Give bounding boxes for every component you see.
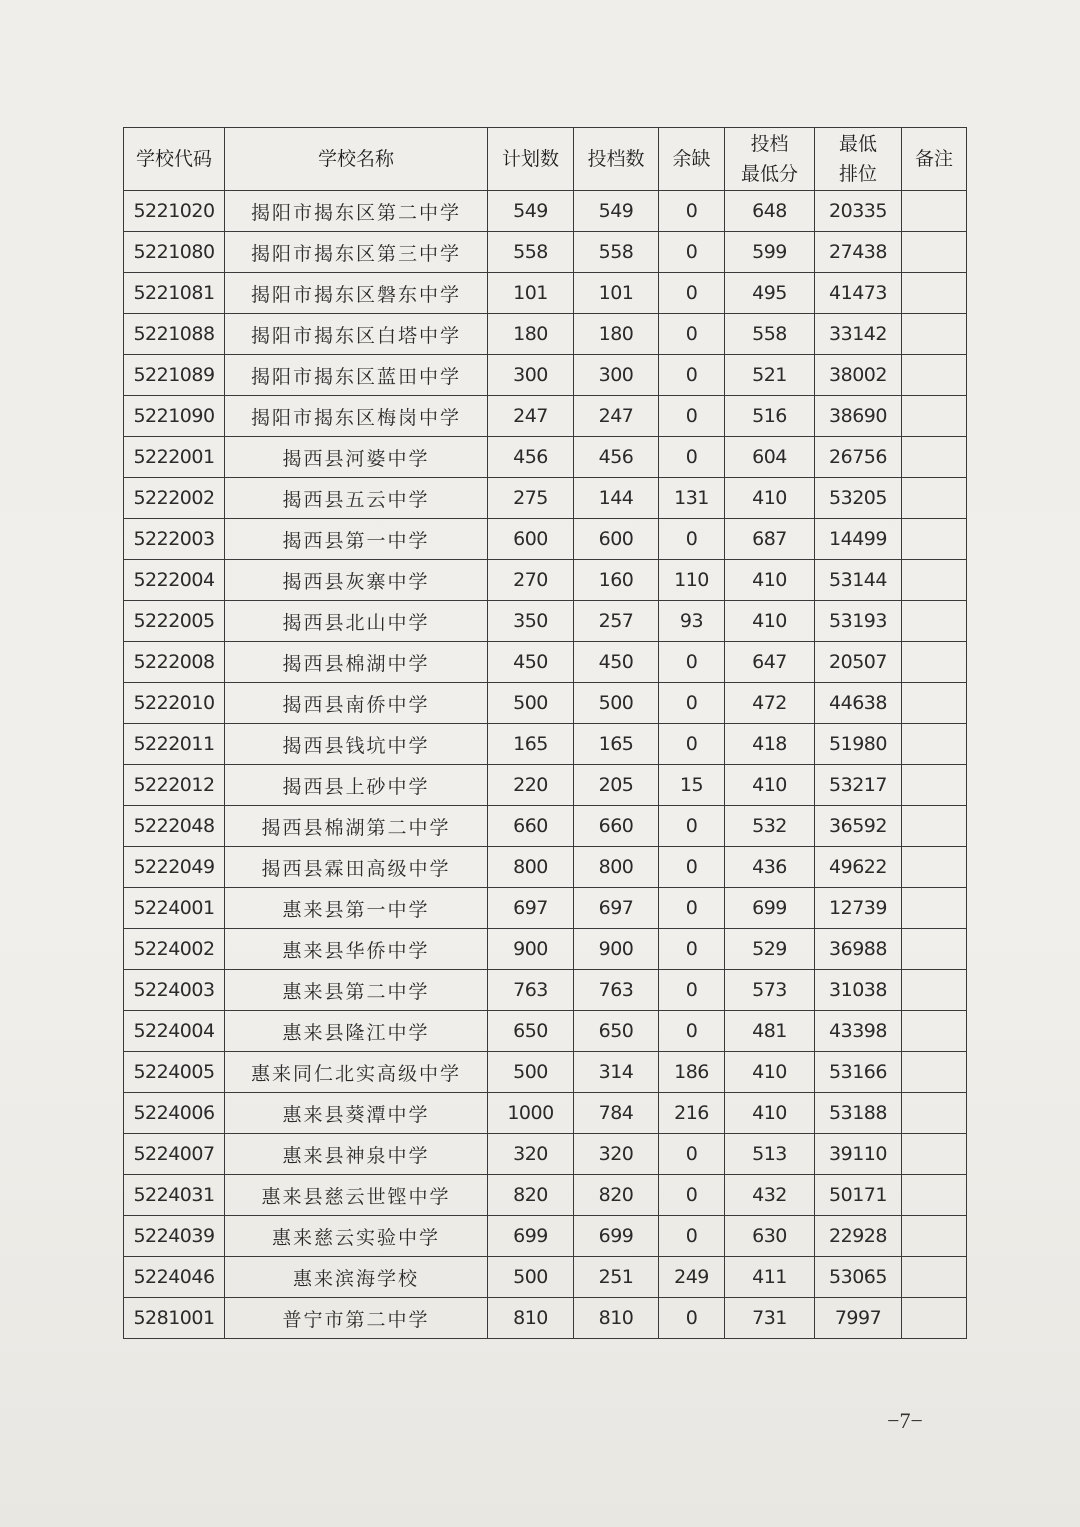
cell-planned: 1000 (488, 1093, 574, 1134)
cell-planned: 820 (488, 1175, 574, 1216)
cell-school-code: 5222012 (124, 765, 225, 806)
cell-school-name: 揭西县第一中学 (225, 519, 488, 560)
cell-min-score: 410 (725, 765, 815, 806)
table-row (124, 191, 967, 232)
table-row (124, 1175, 967, 1216)
cell-min-score: 604 (725, 437, 815, 478)
cell-min-score: 648 (725, 191, 815, 232)
cell-admitted: 549 (574, 191, 659, 232)
cell-min-score: 513 (725, 1134, 815, 1175)
table-row (124, 929, 967, 970)
cell-min-score: 495 (725, 273, 815, 314)
cell-school-code: 5224007 (124, 1134, 225, 1175)
cell-min-rank: 53205 (815, 478, 902, 519)
cell-planned: 320 (488, 1134, 574, 1175)
cell-admitted: 247 (574, 396, 659, 437)
cell-remarks (902, 519, 967, 560)
cell-planned: 456 (488, 437, 574, 478)
cell-school-code: 5222010 (124, 683, 225, 724)
cell-min-rank: 22928 (815, 1216, 902, 1257)
cell-school-name: 惠来县第一中学 (225, 888, 488, 929)
cell-min-rank: 27438 (815, 232, 902, 273)
cell-min-rank: 44638 (815, 683, 902, 724)
cell-remarks (902, 806, 967, 847)
table-row (124, 519, 967, 560)
cell-vacancy: 216 (659, 1093, 725, 1134)
cell-vacancy: 0 (659, 642, 725, 683)
cell-school-code: 5221080 (124, 232, 225, 273)
header-min-rank-line2: 排位 (838, 163, 877, 185)
cell-min-score: 731 (725, 1298, 815, 1339)
cell-school-name: 普宁市第二中学 (225, 1298, 488, 1339)
cell-remarks (902, 191, 967, 232)
cell-school-name: 揭西县霖田高级中学 (225, 847, 488, 888)
cell-planned: 450 (488, 642, 574, 683)
cell-remarks (902, 929, 967, 970)
cell-admitted: 600 (574, 519, 659, 560)
cell-vacancy: 0 (659, 1011, 725, 1052)
table-row (124, 273, 967, 314)
cell-remarks (902, 355, 967, 396)
cell-admitted: 101 (574, 273, 659, 314)
cell-admitted: 320 (574, 1134, 659, 1175)
cell-min-rank: 7997 (815, 1298, 902, 1339)
cell-min-score: 410 (725, 478, 815, 519)
cell-admitted: 650 (574, 1011, 659, 1052)
cell-planned: 650 (488, 1011, 574, 1052)
cell-min-score: 647 (725, 642, 815, 683)
cell-school-name: 揭西县五云中学 (225, 478, 488, 519)
header-remarks: 备注 (902, 128, 967, 191)
table-row (124, 232, 967, 273)
cell-admitted: 900 (574, 929, 659, 970)
cell-remarks (902, 478, 967, 519)
cell-school-name: 惠来同仁北实高级中学 (225, 1052, 488, 1093)
cell-school-name: 惠来滨海学校 (225, 1257, 488, 1298)
cell-remarks (902, 560, 967, 601)
cell-min-score: 699 (725, 888, 815, 929)
cell-min-rank: 36988 (815, 929, 902, 970)
cell-school-name: 揭阳市揭东区蓝田中学 (225, 355, 488, 396)
cell-admitted: 165 (574, 724, 659, 765)
header-min-score-line2: 最低分 (740, 163, 798, 185)
cell-school-name: 揭西县北山中学 (225, 601, 488, 642)
cell-admitted: 180 (574, 314, 659, 355)
header-school-name: 学校名称 (225, 128, 488, 191)
cell-school-name: 揭阳市揭东区第三中学 (225, 232, 488, 273)
cell-planned: 220 (488, 765, 574, 806)
cell-school-code: 5222001 (124, 437, 225, 478)
cell-min-rank: 50171 (815, 1175, 902, 1216)
cell-school-name: 惠来县葵潭中学 (225, 1093, 488, 1134)
table-row (124, 560, 967, 601)
cell-remarks (902, 1093, 967, 1134)
cell-min-rank: 26756 (815, 437, 902, 478)
cell-school-code: 5221090 (124, 396, 225, 437)
cell-school-name: 揭西县棉湖中学 (225, 642, 488, 683)
cell-school-code: 5221020 (124, 191, 225, 232)
cell-admitted: 800 (574, 847, 659, 888)
cell-school-code: 5281001 (124, 1298, 225, 1339)
cell-planned: 810 (488, 1298, 574, 1339)
cell-school-code: 5222004 (124, 560, 225, 601)
cell-remarks (902, 273, 967, 314)
header-school-code: 学校代码 (124, 128, 225, 191)
cell-school-code: 5224005 (124, 1052, 225, 1093)
cell-school-code: 5222005 (124, 601, 225, 642)
cell-min-score: 558 (725, 314, 815, 355)
cell-min-score: 411 (725, 1257, 815, 1298)
cell-remarks (902, 1052, 967, 1093)
cell-vacancy: 0 (659, 683, 725, 724)
cell-school-code: 5224004 (124, 1011, 225, 1052)
cell-vacancy: 0 (659, 1298, 725, 1339)
cell-school-name: 揭阳市揭东区磐东中学 (225, 273, 488, 314)
cell-vacancy: 0 (659, 1134, 725, 1175)
cell-min-score: 630 (725, 1216, 815, 1257)
cell-school-code: 5224031 (124, 1175, 225, 1216)
cell-planned: 275 (488, 478, 574, 519)
cell-admitted: 160 (574, 560, 659, 601)
header-min-score-line1: 投档 (750, 133, 789, 155)
cell-planned: 500 (488, 1052, 574, 1093)
header-row (124, 128, 967, 191)
cell-remarks (902, 232, 967, 273)
cell-school-code: 5222011 (124, 724, 225, 765)
cell-min-rank: 20335 (815, 191, 902, 232)
cell-school-code: 5222049 (124, 847, 225, 888)
cell-min-score: 532 (725, 806, 815, 847)
cell-school-code: 5222003 (124, 519, 225, 560)
cell-planned: 180 (488, 314, 574, 355)
table-row (124, 765, 967, 806)
cell-min-score: 516 (725, 396, 815, 437)
cell-min-score: 410 (725, 560, 815, 601)
cell-vacancy: 0 (659, 970, 725, 1011)
cell-vacancy: 0 (659, 519, 725, 560)
cell-vacancy: 93 (659, 601, 725, 642)
cell-min-rank: 53188 (815, 1093, 902, 1134)
cell-min-rank: 53065 (815, 1257, 902, 1298)
cell-vacancy: 0 (659, 724, 725, 765)
cell-school-code: 5224006 (124, 1093, 225, 1134)
cell-vacancy: 186 (659, 1052, 725, 1093)
cell-planned: 101 (488, 273, 574, 314)
cell-planned: 800 (488, 847, 574, 888)
cell-school-name: 揭阳市揭东区梅岗中学 (225, 396, 488, 437)
table-row (124, 1093, 967, 1134)
cell-school-name: 惠来县神泉中学 (225, 1134, 488, 1175)
cell-remarks (902, 437, 967, 478)
cell-admitted: 697 (574, 888, 659, 929)
table-body (124, 191, 967, 1339)
cell-planned: 500 (488, 683, 574, 724)
cell-vacancy: 0 (659, 929, 725, 970)
cell-min-rank: 49622 (815, 847, 902, 888)
table-row (124, 1216, 967, 1257)
cell-min-rank: 39110 (815, 1134, 902, 1175)
cell-remarks (902, 724, 967, 765)
cell-planned: 600 (488, 519, 574, 560)
cell-planned: 247 (488, 396, 574, 437)
cell-vacancy: 0 (659, 191, 725, 232)
cell-school-code: 5221081 (124, 273, 225, 314)
table-row (124, 396, 967, 437)
cell-remarks (902, 1298, 967, 1339)
cell-school-name: 惠来县慈云世铿中学 (225, 1175, 488, 1216)
page-number: −7− (887, 1408, 923, 1433)
admission-table (123, 127, 967, 1339)
cell-school-code: 5224039 (124, 1216, 225, 1257)
cell-min-score: 410 (725, 1093, 815, 1134)
cell-min-rank: 53217 (815, 765, 902, 806)
cell-min-rank: 31038 (815, 970, 902, 1011)
cell-school-code: 5222048 (124, 806, 225, 847)
cell-remarks (902, 1011, 967, 1052)
table-row (124, 601, 967, 642)
cell-vacancy: 0 (659, 232, 725, 273)
cell-school-name: 揭西县河婆中学 (225, 437, 488, 478)
table-row (124, 1134, 967, 1175)
cell-school-name: 揭西县钱坑中学 (225, 724, 488, 765)
table-row (124, 1298, 967, 1339)
table-row (124, 847, 967, 888)
cell-min-score: 418 (725, 724, 815, 765)
cell-admitted: 660 (574, 806, 659, 847)
cell-planned: 270 (488, 560, 574, 601)
table-row (124, 1052, 967, 1093)
cell-school-name: 惠来县华侨中学 (225, 929, 488, 970)
cell-planned: 763 (488, 970, 574, 1011)
cell-min-rank: 20507 (815, 642, 902, 683)
cell-school-name: 揭西县棉湖第二中学 (225, 806, 488, 847)
table-row (124, 888, 967, 929)
cell-vacancy: 0 (659, 273, 725, 314)
cell-school-name: 惠来县隆江中学 (225, 1011, 488, 1052)
cell-vacancy: 15 (659, 765, 725, 806)
cell-remarks (902, 1216, 967, 1257)
cell-min-rank: 41473 (815, 273, 902, 314)
table-row (124, 478, 967, 519)
cell-min-rank: 43398 (815, 1011, 902, 1052)
table-row (124, 1257, 967, 1298)
table-row (124, 683, 967, 724)
cell-admitted: 456 (574, 437, 659, 478)
cell-remarks (902, 601, 967, 642)
cell-vacancy: 110 (659, 560, 725, 601)
cell-min-score: 432 (725, 1175, 815, 1216)
cell-min-score: 573 (725, 970, 815, 1011)
cell-remarks (902, 1134, 967, 1175)
cell-admitted: 300 (574, 355, 659, 396)
cell-vacancy: 0 (659, 437, 725, 478)
cell-school-code: 5224001 (124, 888, 225, 929)
cell-min-rank: 53166 (815, 1052, 902, 1093)
cell-admitted: 251 (574, 1257, 659, 1298)
cell-admitted: 558 (574, 232, 659, 273)
table-row (124, 724, 967, 765)
cell-school-name: 揭西县南侨中学 (225, 683, 488, 724)
cell-school-code: 5222002 (124, 478, 225, 519)
table-row (124, 314, 967, 355)
cell-remarks (902, 888, 967, 929)
cell-min-rank: 51980 (815, 724, 902, 765)
cell-admitted: 257 (574, 601, 659, 642)
cell-school-name: 惠来慈云实验中学 (225, 1216, 488, 1257)
cell-school-code: 5221088 (124, 314, 225, 355)
cell-admitted: 144 (574, 478, 659, 519)
header-min-score (725, 128, 815, 191)
cell-admitted: 205 (574, 765, 659, 806)
cell-min-rank: 12739 (815, 888, 902, 929)
cell-min-rank: 53144 (815, 560, 902, 601)
cell-remarks (902, 642, 967, 683)
cell-min-score: 472 (725, 683, 815, 724)
cell-school-name: 揭阳市揭东区第二中学 (225, 191, 488, 232)
cell-school-name: 惠来县第二中学 (225, 970, 488, 1011)
cell-planned: 500 (488, 1257, 574, 1298)
cell-min-score: 529 (725, 929, 815, 970)
cell-admitted: 314 (574, 1052, 659, 1093)
cell-remarks (902, 683, 967, 724)
header-min-rank-line1: 最低 (838, 133, 877, 155)
cell-min-score: 410 (725, 601, 815, 642)
cell-min-rank: 53193 (815, 601, 902, 642)
cell-vacancy: 0 (659, 355, 725, 396)
cell-vacancy: 249 (659, 1257, 725, 1298)
cell-planned: 350 (488, 601, 574, 642)
table-row (124, 970, 967, 1011)
table-header (124, 128, 967, 191)
cell-planned: 697 (488, 888, 574, 929)
cell-min-score: 436 (725, 847, 815, 888)
cell-admitted: 450 (574, 642, 659, 683)
header-planned: 计划数 (488, 128, 574, 191)
cell-school-code: 5224046 (124, 1257, 225, 1298)
cell-min-rank: 36592 (815, 806, 902, 847)
cell-vacancy: 0 (659, 396, 725, 437)
cell-planned: 549 (488, 191, 574, 232)
cell-min-score: 599 (725, 232, 815, 273)
cell-min-rank: 38690 (815, 396, 902, 437)
cell-school-name: 揭西县上砂中学 (225, 765, 488, 806)
cell-school-name: 揭西县灰寨中学 (225, 560, 488, 601)
cell-remarks (902, 1257, 967, 1298)
cell-min-rank: 33142 (815, 314, 902, 355)
cell-school-name: 揭阳市揭东区白塔中学 (225, 314, 488, 355)
cell-vacancy: 0 (659, 806, 725, 847)
table-row (124, 355, 967, 396)
cell-remarks (902, 314, 967, 355)
cell-remarks (902, 847, 967, 888)
cell-admitted: 699 (574, 1216, 659, 1257)
table-row (124, 1011, 967, 1052)
cell-remarks (902, 765, 967, 806)
cell-school-code: 5221089 (124, 355, 225, 396)
cell-min-score: 481 (725, 1011, 815, 1052)
cell-remarks (902, 396, 967, 437)
cell-vacancy: 0 (659, 314, 725, 355)
header-vacancy: 余缺 (659, 128, 725, 191)
table-row (124, 437, 967, 478)
cell-remarks (902, 1175, 967, 1216)
cell-vacancy: 0 (659, 888, 725, 929)
cell-admitted: 820 (574, 1175, 659, 1216)
cell-min-rank: 14499 (815, 519, 902, 560)
cell-vacancy: 0 (659, 847, 725, 888)
header-admitted: 投档数 (574, 128, 659, 191)
cell-school-code: 5224003 (124, 970, 225, 1011)
cell-school-code: 5224002 (124, 929, 225, 970)
cell-admitted: 784 (574, 1093, 659, 1134)
cell-min-score: 521 (725, 355, 815, 396)
cell-min-rank: 38002 (815, 355, 902, 396)
cell-remarks (902, 970, 967, 1011)
cell-planned: 699 (488, 1216, 574, 1257)
cell-planned: 558 (488, 232, 574, 273)
cell-vacancy: 131 (659, 478, 725, 519)
cell-planned: 300 (488, 355, 574, 396)
cell-planned: 165 (488, 724, 574, 765)
cell-admitted: 763 (574, 970, 659, 1011)
cell-vacancy: 0 (659, 1175, 725, 1216)
cell-admitted: 500 (574, 683, 659, 724)
cell-min-score: 687 (725, 519, 815, 560)
table-row (124, 642, 967, 683)
cell-min-score: 410 (725, 1052, 815, 1093)
header-min-rank (815, 128, 902, 191)
cell-admitted: 810 (574, 1298, 659, 1339)
cell-planned: 900 (488, 929, 574, 970)
cell-school-code: 5222008 (124, 642, 225, 683)
table-row (124, 806, 967, 847)
cell-vacancy: 0 (659, 1216, 725, 1257)
cell-planned: 660 (488, 806, 574, 847)
